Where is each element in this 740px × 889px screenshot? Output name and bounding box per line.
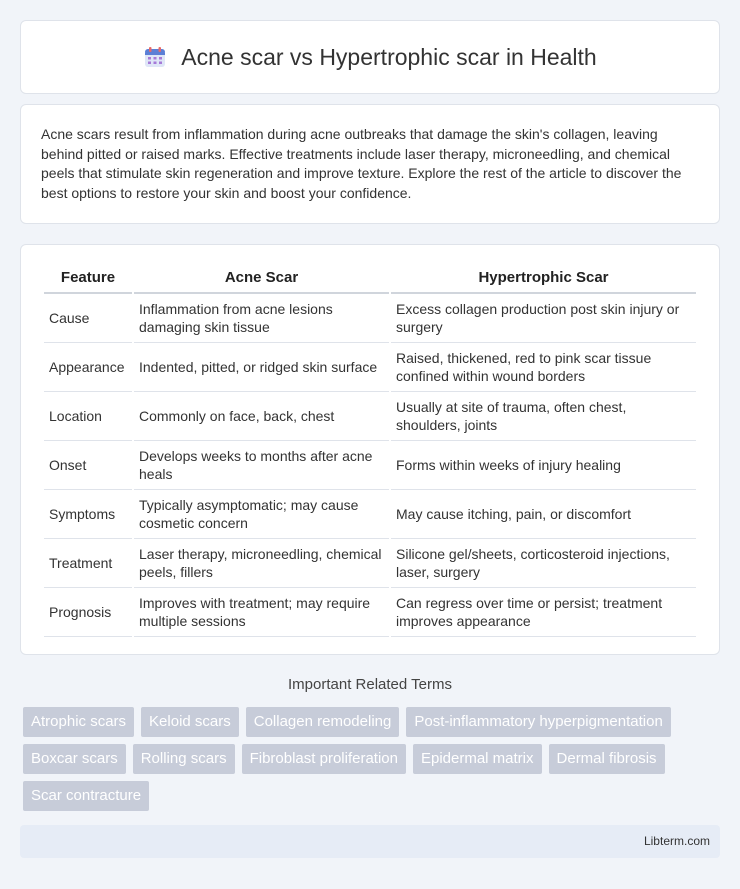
hypertrophic-cell: May cause itching, pain, or discomfort xyxy=(391,490,696,539)
page-title: Acne scar vs Hypertrophic scar in Health xyxy=(181,43,597,70)
tag-epidermal-matrix[interactable]: Epidermal matrix xyxy=(413,744,542,774)
comparison-table xyxy=(42,265,698,637)
tag-post-inflammatory-hyperpigmentation[interactable]: Post-inflammatory hyperpigmentation xyxy=(406,707,670,737)
calendar-icon xyxy=(143,45,167,69)
tag-atrophic-scars[interactable]: Atrophic scars xyxy=(23,707,134,737)
tag-boxcar-scars[interactable]: Boxcar scars xyxy=(23,744,126,774)
table-row xyxy=(44,588,696,637)
acne-cell: Commonly on face, back, chest xyxy=(134,392,389,441)
acne-cell: Indented, pitted, or ridged skin surface xyxy=(134,343,389,392)
title-card xyxy=(20,20,720,94)
tag-collagen-remodeling[interactable]: Collagen remodeling xyxy=(246,707,400,737)
tag-keloid-scars[interactable]: Keloid scars xyxy=(141,707,239,737)
acne-cell: Laser therapy, microneedling, chemical peels, fillers xyxy=(134,539,389,588)
comparison-table-card xyxy=(20,244,720,655)
hypertrophic-cell: Raised, thickened, red to pink scar tissue confined within wound borders xyxy=(391,343,696,392)
table-row xyxy=(44,441,696,490)
tag-rolling-scars[interactable]: Rolling scars xyxy=(133,744,235,774)
acne-cell: Improves with treatment; may require multiple sessions xyxy=(134,588,389,637)
table-row xyxy=(44,343,696,392)
table-row xyxy=(44,490,696,539)
intro-text: Acne scars result from inflammation during acne outbreaks that damage the skin's collagen, leaving behind pitted or raised marks. Effective treatments include laser therapy, microneedling, and chemical peels that stimulate skin regeneration and improve texture. Explore the rest of the article to discover the best options to restore your skin and boost your confidence. xyxy=(41,126,682,201)
tag-fibroblast-proliferation[interactable]: Fibroblast proliferation xyxy=(242,744,406,774)
feature-cell: Onset xyxy=(44,441,132,490)
hypertrophic-cell: Usually at site of trauma, often chest, shoulders, joints xyxy=(391,392,696,441)
acne-cell: Develops weeks to months after acne heals xyxy=(134,441,389,490)
hypertrophic-cell: Silicone gel/sheets, corticosteroid injections, laser, surgery xyxy=(391,539,696,588)
feature-cell: Cause xyxy=(44,294,132,343)
acne-cell: Typically asymptomatic; may cause cosmetic concern xyxy=(134,490,389,539)
footer-link[interactable]: Libterm.com xyxy=(643,834,710,848)
tag-scar-contracture[interactable]: Scar contracture xyxy=(23,781,149,811)
feature-cell: Location xyxy=(44,392,132,441)
feature-cell: Symptoms xyxy=(44,490,132,539)
feature-cell: Appearance xyxy=(44,343,132,392)
intro-card xyxy=(20,104,720,224)
feature-cell: Treatment xyxy=(44,539,132,588)
header-feature: Feature xyxy=(44,265,132,294)
hypertrophic-cell: Excess collagen production post skin injury or surgery xyxy=(391,294,696,343)
footer xyxy=(20,825,720,858)
hypertrophic-cell: Can regress over time or persist; treatment improves appearance xyxy=(391,588,696,637)
header-hypertrophic-scar: Hypertrophic Scar xyxy=(391,265,696,294)
header-acne-scar: Acne Scar xyxy=(134,265,389,294)
feature-cell: Prognosis xyxy=(44,588,132,637)
related-terms-title: Important Related Terms xyxy=(288,676,452,693)
table-row xyxy=(44,539,696,588)
tag-dermal-fibrosis[interactable]: Dermal fibrosis xyxy=(549,744,665,774)
table-row xyxy=(44,294,696,343)
hypertrophic-cell: Forms within weeks of injury healing xyxy=(391,441,696,490)
table-header-row xyxy=(44,265,696,294)
table-row xyxy=(44,392,696,441)
acne-cell: Inflammation from acne lesions damaging skin tissue xyxy=(134,294,389,343)
related-terms-tags xyxy=(23,707,723,818)
